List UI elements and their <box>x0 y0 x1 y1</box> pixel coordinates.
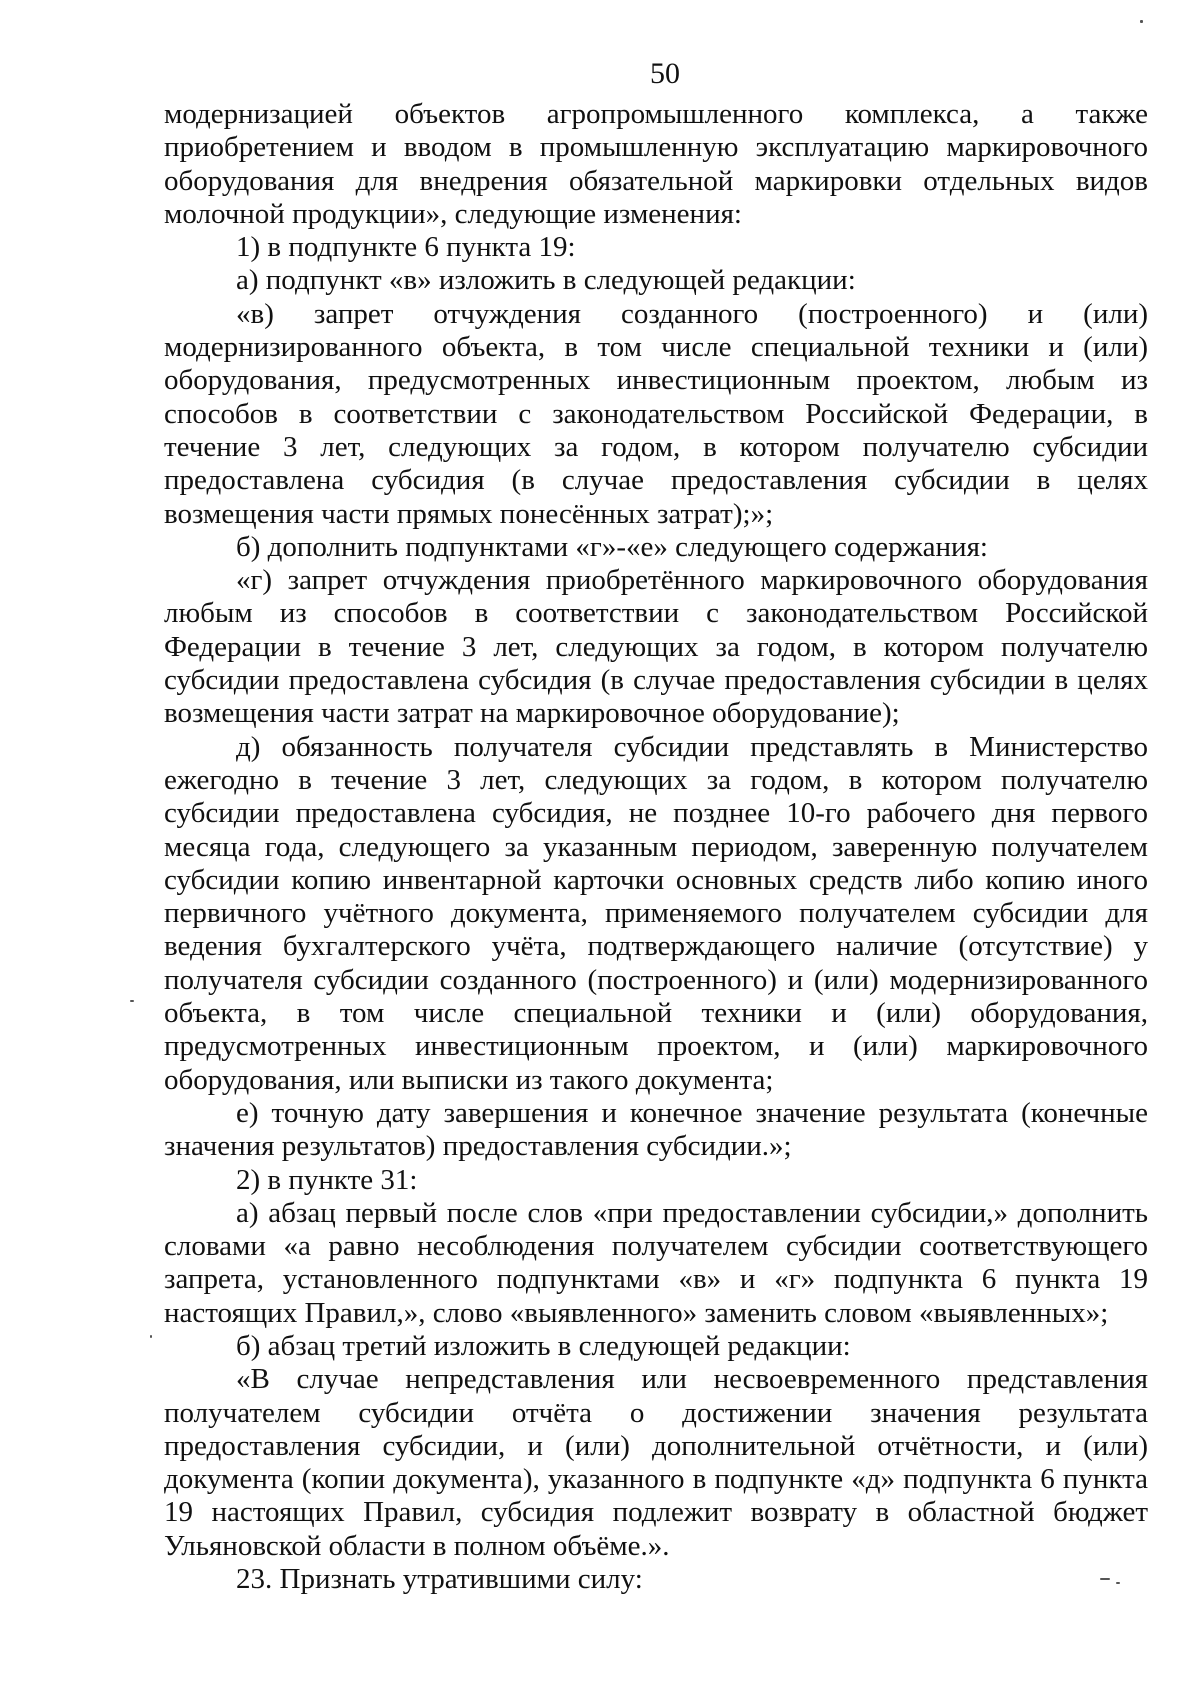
paragraph-subitem-g: «г) запрет отчуждения приобретённого маркировочного оборудования любым из способов в соответствии с законодательством Российской Федерации в течение 3 лет, следующих за годом, в котором получателю субсидии предоставлена субсидия (в случае предоставления субсидии в целях возмещения части затрат на маркировочное оборудование); <box>164 564 1148 730</box>
paragraph-item-23: 23. Признать утратившими силу: <box>236 1563 643 1596</box>
paragraph-subitem-d: д) обязанность получателя субсидии представлять в Министерство ежегодно в течение 3 лет, следующих за годом, в котором получателю субсидии предоставлена субсидия, не позднее 10-го рабочего дня первого месяца года, следующего за указанным периодом, заверенную получателем субсидии копию инвентарной карточки основных средств либо копию иного первичного учётного документа, применяемого получателем субсидии для ведения бухгалтерского учёта, подтверждающего наличие (отсутствие) у получателя субсидии созданного (построенного) и (или) модернизированного объекта, в том числе специальной техники и (или) оборудования, предусмотренных инвестиционным проектом, и (или) маркировочного оборудования, или выписки из такого документа; <box>164 730 1148 1096</box>
scan-speck <box>1140 20 1143 23</box>
page-number: 50 <box>650 57 680 90</box>
paragraph-item-1: 1) в подпункте 6 пункта 19: <box>236 231 576 264</box>
scan-speck <box>150 1335 152 1338</box>
scan-speck <box>130 1000 134 1002</box>
paragraph-item-1a: а) подпункт «в» изложить в следующей редакции: <box>236 264 856 297</box>
paragraph-item-2a: а) абзац первый после слов «при предоставлении субсидии,» дополнить словами «а равно несоблюдения получателем субсидии соответствующего запрета, установленного подпунктами «в» и «г» подпункта 6 пункта 19 настоящих Правил,», слово «выявленного» заменить словом «выявленных»; <box>164 1196 1148 1329</box>
paragraph-item-1b: б) дополнить подпунктами «г»-«е» следующего содержания: <box>236 530 988 563</box>
document-body <box>164 98 1148 1596</box>
paragraph-subitem-v: «в) запрет отчуждения созданного (построенного) и (или) модернизированного объекта, в том числе специальной техники и (или) оборудования, предусмотренных инвестиционным проектом, любым из способов в соответствии с законодательством Российской Федерации, в течение 3 лет, следующих за годом, в котором получателю субсидии предоставлена субсидия (в случае предоставления субсидии в целях возмещения части прямых понесённых затрат);»; <box>164 297 1148 530</box>
paragraph-subitem-e: е) точную дату завершения и конечное значение результата (конечные значения результатов) предоставления субсидии.»; <box>164 1096 1148 1163</box>
paragraph-item-2: 2) в пункте 31: <box>236 1163 418 1196</box>
paragraph-intro-continuation: модернизацией объектов агропромышленного комплекса, а также приобретением и вводом в промышленную эксплуатацию маркировочного оборудования для внедрения обязательной маркировки отдельных видов молочной продукции», следующие изменения: <box>164 98 1148 230</box>
paragraph-quoted-text: «В случае непредставления или несвоевременного представления получателем субсидии отчёта о достижении значения результата предоставления субсидии, и (или) дополнительной отчётности, и (или) документа (копии документа), указанного в подпункте «д» подпункта 6 пункта 19 настоящих Правил, субсидия подлежит возврату в областной бюджет Ульяновской области в полном объёме.». <box>164 1363 1148 1562</box>
paragraph-item-2b: б) абзац третий изложить в следующей редакции: <box>236 1329 851 1362</box>
scan-speck <box>1116 1582 1120 1584</box>
scan-speck <box>1100 1578 1110 1580</box>
